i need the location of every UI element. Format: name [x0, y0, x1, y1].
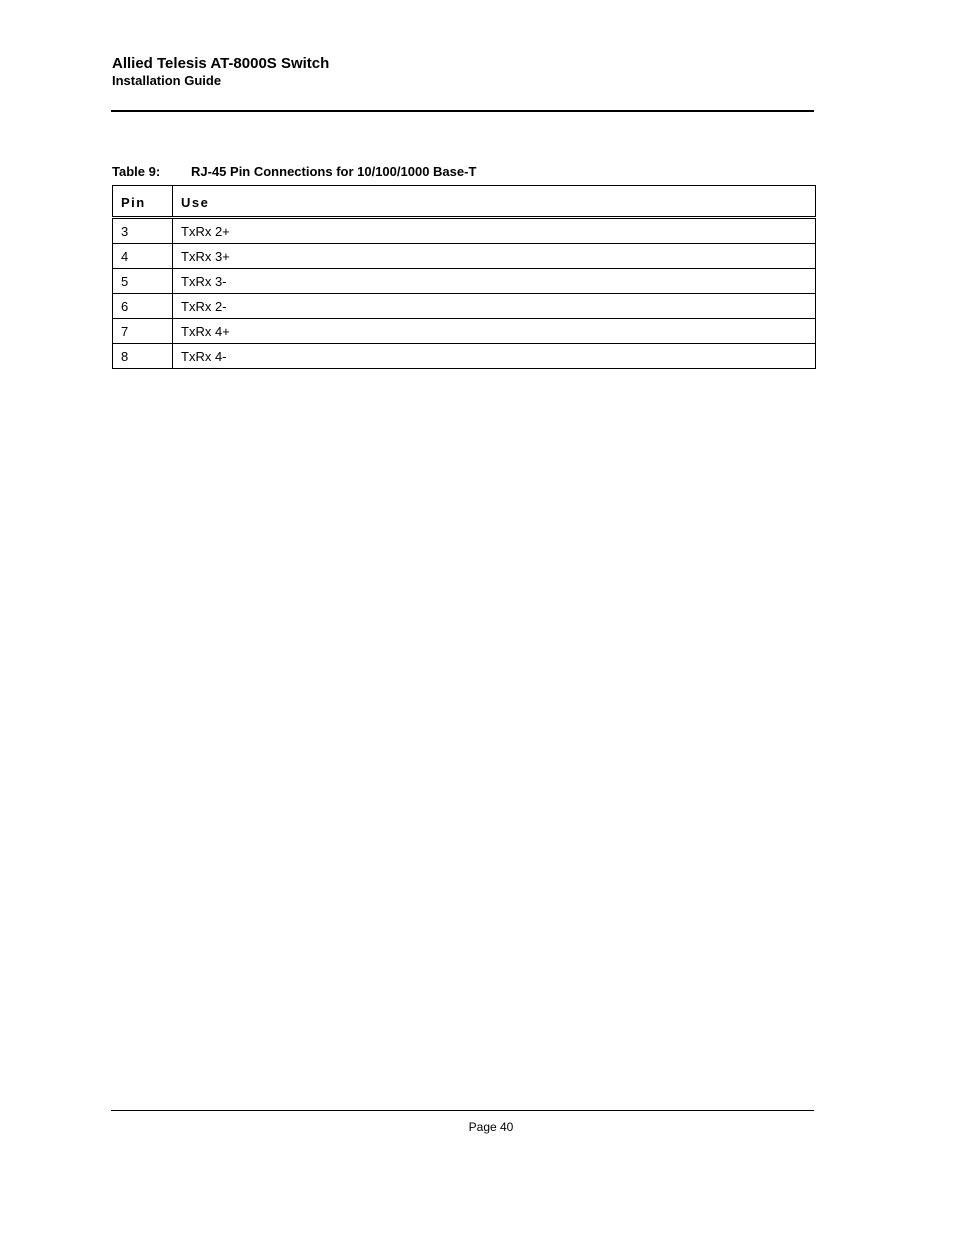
document-subtitle: Installation Guide [112, 73, 222, 88]
pin-cell: 8 [113, 344, 173, 369]
pin-cell: 5 [113, 269, 173, 294]
document-title: Allied Telesis AT-8000S Switch [112, 55, 330, 72]
column-header-pin: Pin [113, 186, 173, 218]
table-row [113, 344, 816, 369]
table-caption-title: RJ-45 Pin Connections for 10/100/1000 Base-T [191, 164, 477, 179]
use-cell: TxRx 4+ [173, 319, 816, 344]
column-header-use: Use [173, 186, 816, 218]
use-cell: TxRx 3+ [173, 244, 816, 269]
pin-cell: 3 [113, 218, 173, 244]
table-caption [112, 164, 476, 180]
pin-cell: 4 [113, 244, 173, 269]
pin-connections-table [112, 185, 816, 369]
header-divider [111, 110, 814, 112]
use-cell: TxRx 2- [173, 294, 816, 319]
table-caption-number: Table 9: [112, 164, 161, 179]
pin-cell: 6 [113, 294, 173, 319]
page-number: Page 40 [468, 1120, 514, 1134]
table-row [113, 269, 816, 294]
table-row [113, 319, 816, 344]
table-row [113, 218, 816, 244]
use-cell: TxRx 3- [173, 269, 816, 294]
pin-cell: 7 [113, 319, 173, 344]
use-cell: TxRx 4- [173, 344, 816, 369]
footer-divider [111, 1110, 814, 1111]
use-cell: TxRx 2+ [173, 218, 816, 244]
table-row [113, 294, 816, 319]
table-row [113, 244, 816, 269]
table-header-row [113, 186, 816, 218]
